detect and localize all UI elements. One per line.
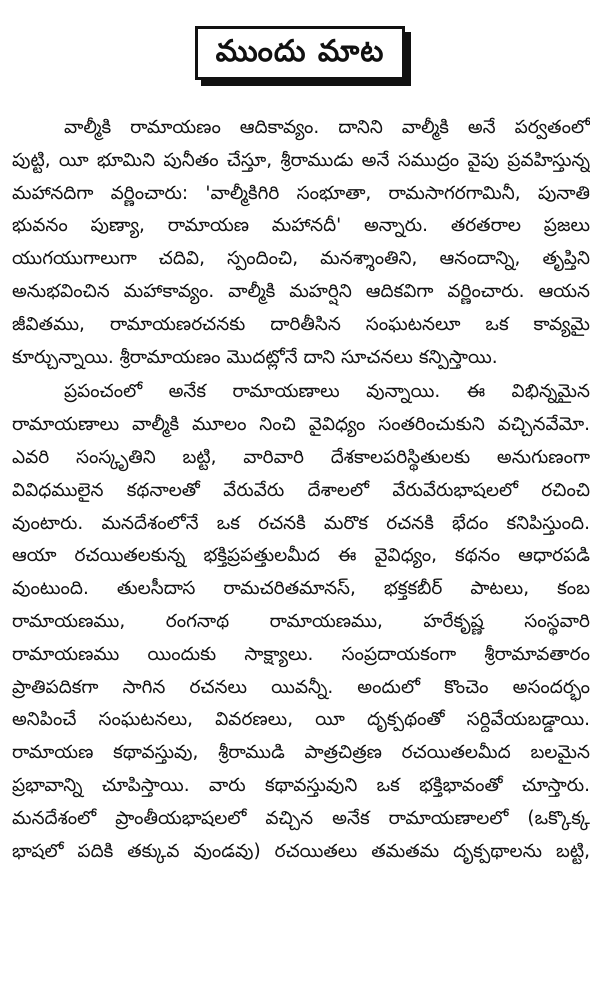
paragraph-line: యుగయుగాలుగా చదివి, స్పందించి, మనశ్శాంతిని, ఆనందాన్ని, తృప్తిని: [12, 248, 590, 270]
paragraph-line: పుట్టి, యీ భూమిని పునీతం చేస్తూ, శ్రీరాముడు అనే సముద్రం వైపు ప్రవహిస్తున్న: [12, 149, 590, 171]
paragraph-line: వుంటుంది. తులసీదాస రామచరితమానస్, భక్తకబీర్ పాటలు, కంబ: [12, 578, 590, 600]
paragraph-line: ఎవరి సంస్కృతిని బట్టి, వారివారి దేశకాలపరిస్థితులకు అనుగుణంగా: [12, 446, 590, 468]
title-area: [0, 26, 600, 80]
page-title: ముందు మాట: [195, 26, 406, 80]
paragraph-line: భాషలో పదికి తక్కువ వుండవు) రచయితలు తమతమ దృక్పథాలను బట్టి,: [12, 840, 590, 862]
paragraph-line: రామాయణము యిందుకు సాక్ష్యాలు. సంప్రదాయకంగా శ్రీరామావతారం: [12, 643, 590, 665]
paragraph-line: రామాయణము, రంగనాథ రామాయణము, హరేకృష్ణ సంస్థవారి: [12, 610, 590, 632]
paragraph-line: ఆయా రచయితలకున్న భక్తిప్రపత్తులమీద ఈ వైవిధ్యం, కథనం ఆధారపడి: [12, 545, 590, 567]
paragraph-line: అనుభవించిన మహాకావ్యం. వాల్మీకి మహర్షిని ఆదికవిగా వర్ణించారు. ఆయన: [12, 280, 590, 302]
paragraph-line: రామాయణాలు వాల్మీకి మూలం నించి వైవిధ్యం సంతరించుకుని వచ్చినవేమో.: [12, 414, 590, 436]
paragraph-line: మనదేశంలో ప్రాంతీయభాషలలో వచ్చిన అనేక రామాయణాలలో (ఒక్కొక్క: [12, 807, 590, 829]
paragraph-line: రామాయణ కథావస్తువు, శ్రీరాముడి పాత్రచిత్రణ రచయితలమీద బలమైన: [12, 742, 590, 764]
paragraph-line: కూర్చున్నాయి. శ్రీరామాయణం మొదట్లోనే దాని సూచనలు కన్పిస్తాయి.: [12, 346, 498, 368]
paragraph-line: ప్రపంచంలో అనేక రామాయణాలు వున్నాయి. ఈ విభిన్నమైన: [64, 381, 590, 403]
paragraph-line: ప్రాతిపదికగా సాగిన రచనలు యివన్నీ. అందులో కొంచెం అసందర్భం: [12, 676, 590, 698]
paragraph-line: జీవితము, రామాయణరచనకు దారితీసిన సంఘటనలూ ఒక కావ్యమై: [12, 313, 590, 335]
paragraph-line: వివిధములైన కథనాలతో వేరువేరు దేశాలలో వేరువేరుభాషలలో రచించి: [12, 479, 590, 501]
paragraph-line: ప్రభావాన్ని చూపిస్తాయి. వారు కథావస్తువుని ఒక భక్తిభావంతో చూస్తారు.: [12, 774, 590, 796]
body-text: [12, 112, 590, 868]
paragraph-line: అనిపించే సంఘటనలు, వివరణలు, యీ దృక్పథంతో సర్దివేయబడ్డాయి.: [12, 709, 590, 731]
paragraph-line: మహానదిగా వర్ణించారు: 'వాల్మీకిగిరి సంభూతా, రామసాగరగామినీ, పునాతి: [12, 182, 590, 204]
paragraph-line: వాల్మీకి రామాయణం ఆదికావ్యం. దానిని వాల్మీకి అనే పర్వతంలో: [64, 117, 590, 138]
paragraph-line: వుంటారు. మనదేశంలోనే ఒక రచనకి మరొక రచనకి భేదం కనిపిస్తుంది.: [12, 512, 590, 534]
paragraph-line: భువనం పుణ్యా, రామాయణ మహానదీ' అన్నారు. తరతరాల ప్రజలు: [12, 215, 590, 237]
